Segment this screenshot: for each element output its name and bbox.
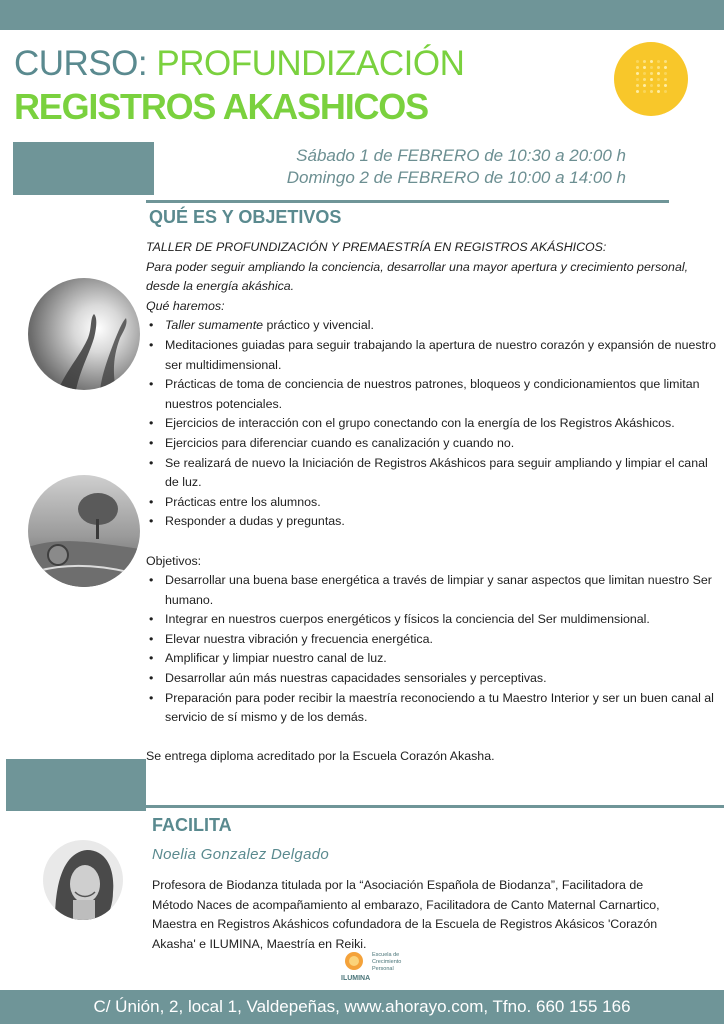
facilitator-bio: Profesora de Biodanza titulada por la “Asociación Española de Biodanza”, Facilitadora de Método Naces de acompañamiento al embarazo, Facilitadora de Canto Maternal Carnartico, Maestra en Registros Akáshicos cofundadora de la Escuela de Registros Akásicos 'Corazón Akasha' e ILUMINA, Maestría en Reiki.: [152, 878, 660, 951]
footer-bar: [0, 990, 724, 1024]
page-subtitle: REGISTROS AKASHICOS: [14, 86, 428, 127]
list-item: • Meditaciones guiadas para seguir trabajando la apertura de nuestro corazón y expansión de nuestro ser multidimensional.: [146, 336, 721, 375]
sun-logo-icon: [614, 42, 688, 116]
title-suffix: PROFUNDIZACIÓN: [156, 44, 465, 83]
list-item: • Amplificar y limpiar nuestro canal de luz.: [146, 649, 721, 669]
section-heading-facilita: FACILITA: [152, 815, 232, 835]
divider-top: [146, 200, 669, 203]
hands-light-image: [28, 278, 140, 390]
logo-tagline-3: Personal: [372, 966, 394, 972]
tree-book-image: [28, 475, 140, 587]
intro-title: TALLER DE PROFUNDIZACIÓN Y PREMAESTRÍA EN REGISTROS AKÁSHICOS:: [146, 240, 607, 254]
list-item: • Responder a dudas y preguntas.: [146, 512, 721, 532]
list-item: • Ejercicios para diferenciar cuando es canalización y cuando no.: [146, 434, 721, 454]
list-item: • Preparación para poder recibir la maestría reconociendo a tu Maestro Interior y ser un buen canal al servicio de sí mismo y de los demás.: [146, 689, 721, 728]
section-heading-objectives: QUÉ ES Y OBJETIVOS: [149, 207, 342, 227]
objectives-list: [146, 571, 721, 728]
title-prefix: CURSO:: [14, 44, 148, 83]
top-bar: [0, 0, 724, 30]
facilitator-name: Noelia Gonzalez Delgado: [152, 846, 330, 863]
logo-tagline-1: Escuela de: [372, 952, 400, 958]
date-sunday: Domingo 2 de FEBRERO de 10:00 a 14:00 h: [286, 168, 626, 187]
logo-tagline-2: Crecimiento: [372, 959, 402, 965]
activity-rest: práctico y vivencial.: [263, 318, 374, 333]
ilumina-logo: [338, 948, 408, 984]
objectives-label: Objetivos:: [146, 553, 202, 568]
facilitator-photo: [43, 840, 123, 920]
list-item: • Ejercicios de interacción con el grupo conectando con la energía de los Registros Akáshicos.: [146, 414, 721, 434]
footer-contact: C/ Únión, 2, local 1, Valdepeñas, www.ahorayo.com, Tfno. 660 155 166: [93, 997, 631, 1016]
decor-block-bottom: [6, 759, 146, 811]
list-item: • Elevar nuestra vibración y frecuencia energética.: [146, 630, 721, 650]
decor-block-top: [13, 142, 154, 195]
objectives-content: [146, 238, 721, 767]
activities-list: [146, 316, 721, 532]
activities-label: Qué haremos:: [146, 298, 225, 313]
list-item: • Prácticas entre los alumnos.: [146, 493, 721, 513]
list-item: • Prácticas de toma de conciencia de nuestros patrones, bloqueos y condicionamientos que limitan nuestros potenciales.: [146, 375, 721, 414]
logo-name: ILUMINA: [341, 975, 371, 982]
list-item: • Se realizará de nuevo la Iniciación de Registros Akáshicos para seguir ampliando y limpiar el canal de luz.: [146, 454, 721, 493]
activity-italic: Taller sumamente: [165, 318, 264, 333]
list-item: [146, 316, 721, 336]
list-item: • Desarrollar aún más nuestras capacidades sensoriales y perceptivas.: [146, 669, 721, 689]
page-title: [14, 46, 464, 81]
intro-body: Para poder seguir ampliando la conciencia, desarrollar una mayor apertura y crecimiento personal, desde la energía akáshica.: [146, 259, 689, 294]
date-saturday: Sábado 1 de FEBRERO de 10:30 a 20:00 h: [296, 146, 626, 165]
list-item: • Integrar en nuestros cuerpos energéticos y físicos la conciencia del Ser muldimensional.: [146, 610, 721, 630]
diploma-note: Se entrega diploma acreditado por la Escuela Corazón Akasha.: [146, 749, 495, 764]
list-item: • Desarrollar una buena base energética a través de limpiar y sanar aspectos que limitan nuestro Ser humano.: [146, 571, 721, 610]
divider-bottom: [146, 805, 724, 808]
